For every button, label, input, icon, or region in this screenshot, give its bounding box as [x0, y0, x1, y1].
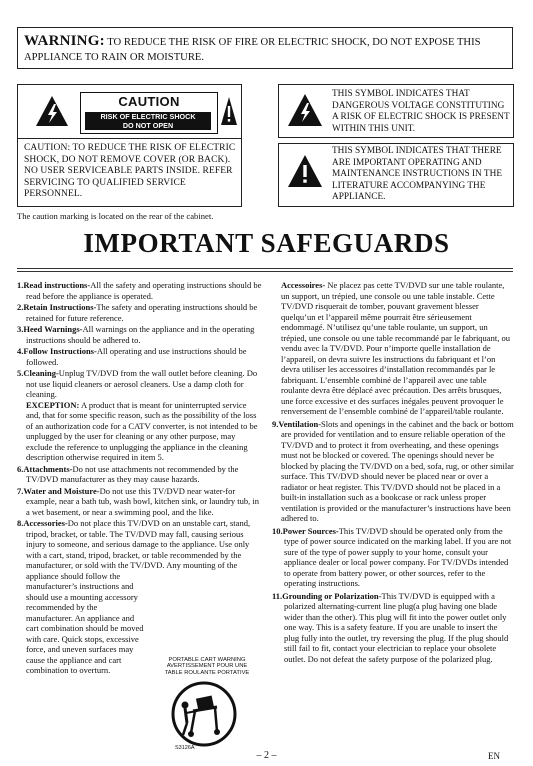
warning-text: TO REDUCE THE RISK OF FIRE OR ELECTRIC SHOCK, DO NOT EXPOSE THIS APPLIANCE TO RAIN OR MOISTURE.: [24, 37, 481, 63]
left-column: [17, 280, 263, 676]
exception-paragraph: EXCEPTION: A product that is meant for uninterrupted service and, that for some specific reason, such as the possibility of the loss of an authorization code for a CATV converter, is not intended to be unplugged by the user for cleaning or any other purpose, may exclude the reference to unplugging the appliance in the cleaning description otherwise required in item 5.: [26, 399, 258, 462]
title-rule-bottom: [17, 271, 513, 272]
symbol-box-lightning: [278, 84, 514, 138]
list-item: 1.Read instructions-All the safety and operating instructions should be read before the appliance is operated.: [17, 280, 262, 301]
lightning-warning-icon: [35, 95, 69, 127]
caution-label-area: [18, 85, 241, 139]
caution-bar-line1: RISK OF ELECTRIC SHOCK: [100, 112, 196, 121]
cart-warning-figure: [141, 657, 265, 753]
caution-label-bar: [85, 112, 211, 130]
title-rule-top: [17, 268, 513, 269]
caution-box: [17, 84, 242, 207]
cart-figure-code: S3126A: [175, 745, 195, 751]
symbol-box-exclamation: [278, 143, 514, 207]
exclamation-symbol-icon: [287, 154, 323, 188]
caution-label-title: CAUTION: [118, 94, 180, 109]
list-item: 5.Cleaning-Unplug TV/DVD from the wall outlet before cleaning. Do not use liquid cleaners or aerosol cleaners. Use a damp cloth for cleaning.: [17, 368, 258, 399]
list-item: 8.Accessories-Do not place this TV/DVD on an unstable cart, stand, tripod, bracket, or table. The TV/DVD may fall, causing serious injury to someone, and serious damage to the appliance. Use only with a cart, stand, tripod, bracket, or table recommended by the manufacturer, or sold with the TV/DVD. Any mounting of the: [17, 518, 251, 570]
caution-note: The caution marking is located on the rear of the cabinet.: [17, 211, 214, 221]
exclamation-warning-icon: [220, 95, 238, 127]
lightning-symbol-icon: [287, 93, 323, 127]
warning-lead: WARNING:: [24, 33, 105, 49]
list-item: 6.Attachments-Do not use attachments not recommended by the TV/DVD manufacturer as they may cause hazards.: [17, 463, 239, 484]
caution-bar-line2: DO NOT OPEN: [122, 121, 174, 130]
list-item: 7.Water and Moisture-Do not use this TV/DVD near water-for example, near a bath tub, wash bowl, kitchen sink, or laundry tub, in a wet basement, or near a swimming pool, and the like.: [17, 485, 259, 517]
cart-tipover-icon: [171, 681, 237, 747]
list-item: 11.Grounding or Polarization-This TV/DVD is equipped with a polarized alternating-current line plug(a plug having one blade wider than the other). This plug will fit into the power outlet only one way. This is a safety feature. If you are unable to insert the plug fully into the outlet, try reversing the plug. If the plug should still fail to fit, contact your electrician to replace your obsolete outlet. Do not defeat the safety purpose of the polarized plug.: [272, 590, 509, 664]
caution-text: CAUTION: TO REDUCE THE RISK OF ELECTRIC SHOCK, DO NOT REMOVE COVER (OR BACK). NO USER SERVICEABLE PARTS INSIDE. REFER SERVICING TO QUALIFIED SERVICE PERSONNEL.: [24, 143, 236, 200]
language-tag: EN: [488, 751, 500, 761]
list-item: 2.Retain Instructions-The safety and operating instructions should be retained for future reference.: [17, 302, 258, 323]
cart-warning-caption: PORTABLE CART WARNING AVERTISSEMENT POUR UNE TABLE ROULANTE PORTATIVE: [164, 657, 250, 676]
symbol1-text: THIS SYMBOL INDICATES THAT DANGEROUS VOLTAGE CONSTITUTING A RISK OF ELECTRIC SHOCK IS PRESENT WITHIN THIS UNIT.: [332, 89, 510, 134]
accessoires-paragraph: Accessoires- Ne placez pas cette TV/DVD sur une table roulante, un support, un trépied, une console ou une table instable. Cette TV/DVD risquerait de tomber, pouvant gravement blesser quelqu’un et l’appareil même pourrait être sérieusement endommagé. N’utilisez qu’une table roulante, un support, un trépied, une console ou une table recommandé par le fabriquant, ou vendu avec la TV/DVD. Pour n’importe quelle installation de l’appareil, on devra suivre les instructions du fabriquant et l’on devra utiliser les accessoires d’installation recommandés par le fabriquant. L’ensemble combiné de l’appareil avec une table roulante devra être déplacé avec précaution. Des arrêts brusques, une force excessive et des surfaces inégales peuvent provoquer le renversement de l’ensemble combiné de l’appareil/table roulante.: [281, 280, 510, 416]
caution-label: [80, 92, 218, 134]
list-item: 9.Ventilation-Slots and openings in the cabinet and the back or bottom are provided for ventilation and to ensure reliable operation of the TV/DVD and to protect it from overheating, and these openings must not be blocked or covered. The openings should never be blocked by placing the TV/DVD on a bed, sofa, rug, or other similar surface. This TV/DVD should never be placed near or over a radiator or heat register. This TV/DVD should not be placed in a built-in installation such as a bookcase or rack unless proper ventilation is provided or the manufacturer’s instructions have been adhered to.: [272, 418, 514, 523]
right-column: [272, 280, 514, 664]
item8-continuation: appliance should follow the manufacturer’s instructions and should use a mounting accessory recommended by the manufacturer. An appliance and cart combination should be moved with care. Quick stops, excessive force, and uneven surfaces may cause the appliance and cart combination to overturn.: [26, 570, 144, 675]
page-title: IMPORTANT SAFEGUARDS: [83, 228, 450, 258]
list-item: 10.Power Sources-This TV/DVD should be operated only from the type of power source indicated on the marking label. If you are not sure of the type of power supply to your home, consult your appliance dealer or local power company. For TV/DVDs intended to operate from battery power, or other sources, refer to the operating instructions.: [272, 525, 512, 588]
warning-box: [17, 27, 513, 69]
symbol2-text: THIS SYMBOL INDICATES THAT THERE ARE IMPORTANT OPERATING AND MAINTENANCE INSTRUCTIONS IN THE LITERATURE ACCOMPANYING THE APPLIANCE.: [332, 146, 503, 203]
list-item: 3.Heed Warnings-All warnings on the appliance and in the operating instructions should be adhered to.: [17, 324, 255, 345]
list-item: 4.Follow Instructions-All operating and use instructions should be followed.: [17, 346, 247, 367]
page-number: – 2 –: [256, 750, 277, 761]
